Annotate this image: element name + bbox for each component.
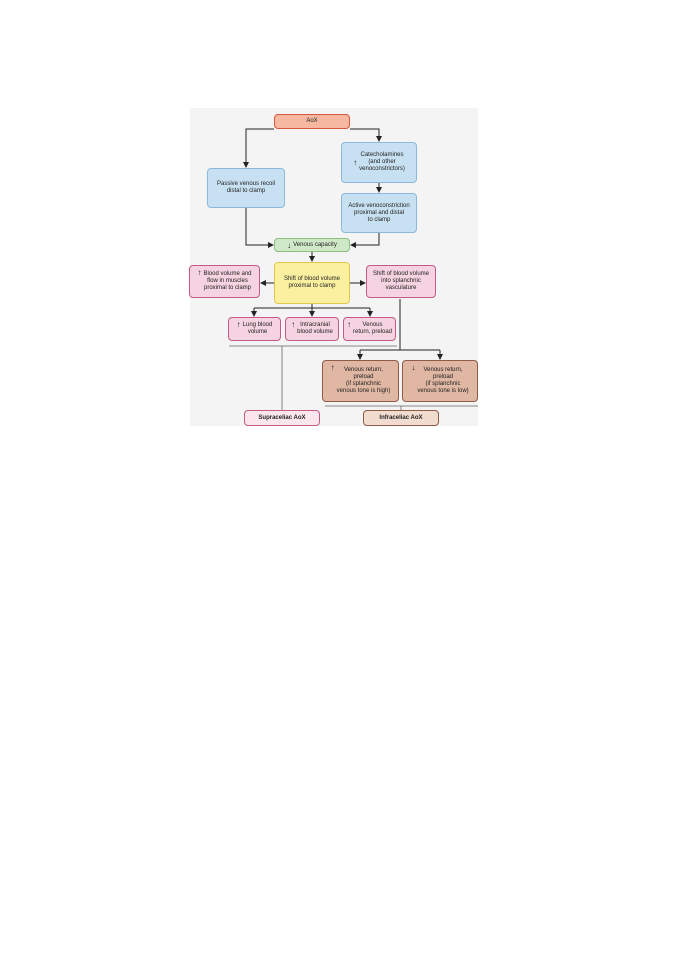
node-blood-volume-muscles xyxy=(189,265,260,298)
node-vr-low-label: Venous return, preload (if splanchnic venous tone is low) xyxy=(417,367,469,394)
node-venous-return-preload xyxy=(343,317,396,341)
arrow-passive-to-capacity xyxy=(246,208,273,245)
node-venous-return-label: Venous return, preload xyxy=(352,322,393,335)
node-shift-proximal-label: Shift of blood volume proximal to clamp xyxy=(283,276,341,289)
up-arrow-icon: ↑ xyxy=(353,158,358,167)
down-arrow-icon: ↓ xyxy=(411,363,416,372)
node-venous-return-high-tone xyxy=(322,360,399,402)
node-vr-high-label: Venous return, preload (if splanchnic venous tone is high) xyxy=(336,367,391,394)
label-supraceliac-text: Supraceliac AoX xyxy=(258,414,306,421)
up-arrow-icon: ↑ xyxy=(291,320,296,329)
node-shift-splanchnic-label: Shift of blood volume into splanchnic vasculature xyxy=(372,271,430,291)
node-intracranial-blood-volume xyxy=(285,317,339,341)
up-arrow-icon: ↑ xyxy=(236,320,241,329)
node-lung-blood-volume xyxy=(228,317,281,341)
node-venous-return-low-tone xyxy=(402,360,478,402)
node-blood-volume-muscles-label: Blood volume and flow in muscles proximal to clamp xyxy=(203,271,252,291)
label-supraceliac-aox xyxy=(244,410,320,426)
node-venous-capacity-label: Venous capacity xyxy=(293,241,337,248)
node-passive-label: Passive venous recoil distal to clamp xyxy=(216,181,276,194)
arrow-active-to-capacity xyxy=(351,233,379,245)
node-active-label: Active venoconstriction proximal and distal to clamp xyxy=(348,202,410,223)
up-arrow-icon: ↑ xyxy=(346,320,351,329)
node-active-venoconstriction xyxy=(341,193,417,233)
node-intracranial-label: Intracranial blood volume xyxy=(297,322,333,335)
node-passive-venous-recoil xyxy=(207,168,285,208)
node-aox-label: AoX xyxy=(306,118,318,124)
node-catecholamines-label: Catecholamines (and other venoconstrictors) xyxy=(359,152,405,172)
label-infraceliac-aox xyxy=(363,410,439,426)
arrow-aox-to-passive xyxy=(246,129,274,167)
up-arrow-icon: ↑ xyxy=(330,363,335,372)
node-shift-proximal xyxy=(274,262,350,304)
up-arrow-icon: ↑ xyxy=(197,268,202,277)
node-shift-splanchnic xyxy=(366,265,436,298)
arrow-aox-to-catecholamines xyxy=(350,129,379,141)
node-catecholamines xyxy=(341,142,417,183)
node-venous-capacity xyxy=(274,238,350,252)
down-arrow-icon: ↓ xyxy=(287,240,292,250)
node-aox xyxy=(274,114,350,129)
label-infraceliac-text: Infraceliac AoX xyxy=(379,414,423,421)
node-lung-label: Lung blood volume xyxy=(242,322,273,335)
